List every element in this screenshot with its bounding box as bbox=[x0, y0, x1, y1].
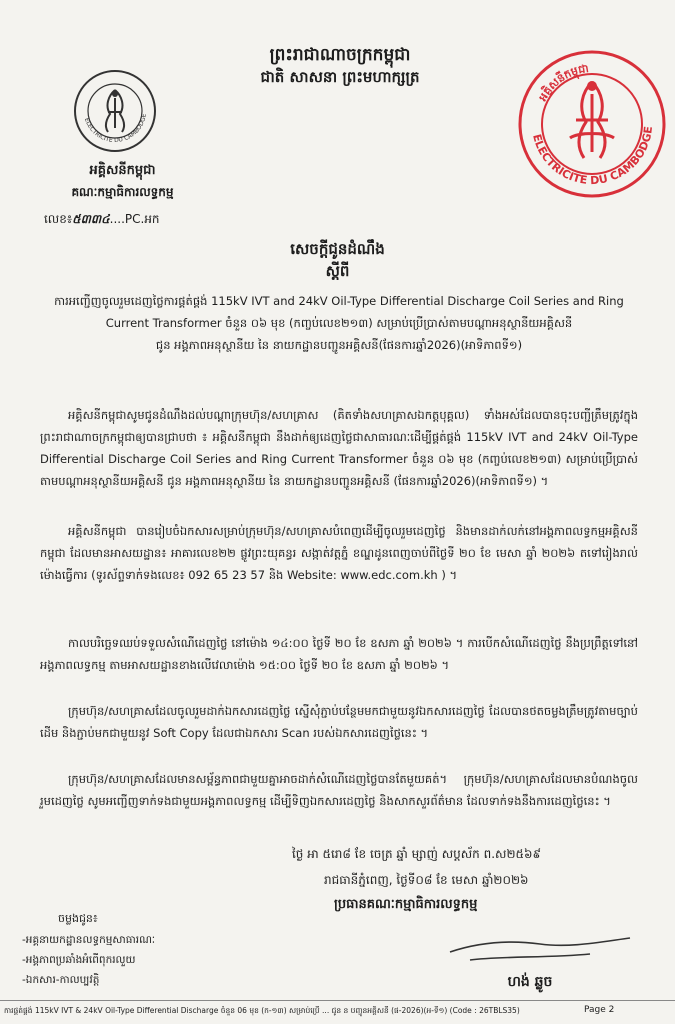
ref-prefix: លេខ៖ bbox=[44, 212, 73, 226]
paragraph-intro: អគ្គិសនីកម្ពុជាសូមជូនដំណឹងដល់បណ្តាក្រុមហ៊ុន/សហគ្រាស (គិតទាំងសហគ្រាសឯកត្តបុគ្គល) ទាំងអស់ដែលបានចុះបញ្ជីត្រឹមត្រូវក្នុងព្រះរាជាណាចក្រកម្ពុជាឲ្យបានជ្រាបថា ៖ អគ្គិសនីកម្ពុជា នឹងដាក់ឲ្យដេញថ្លៃជាសាធារណៈដើម្បីផ្គត់ផ្គង់ 115kV IVT and 24kV Oil-Type Differential Discharge Coil Series and Ring Current Transformer ចំនួន ០៦ មុខ (កញ្ចប់លេខ២១៣) សម្រាប់ប្រើប្រាស់តាមបណ្តាអនុស្ថានីយអគ្គិសនី ជូន អង្គភាពអនុស្ថានីយ នៃ នាយកដ្ឋានបញ្ជូនអគ្គិសនី (ផែនការឆ្នាំ2026)(អាទិភាពទី១) ។ bbox=[40, 408, 638, 488]
committee-name: គណៈកម្មាធិការលទ្ធកម្ម bbox=[71, 185, 174, 199]
paragraph-documents: អគ្គិសនីកម្ពុជា បានរៀបចំឯកសារសម្រាប់ក្រុមហ៊ុន/សហគ្រាសបំពេញដើម្បីចូលរួមដេញថ្លៃ និងមានដាក់លក់នៅអង្គភាពលទ្ធកម្មអគ្គិសនីកម្ពុជា ដែលមានអាសយដ្ឋាន៖ អាគារលេខ២២ ផ្លូវព្រះយុគន្ធរ សង្កាត់វត្តភ្នំ ខណ្ឌដូនពេញចាប់ពីថ្ងៃទី ២០ ខែ មេសា ឆ្នាំ ២០២៦ តទៅរៀងរាល់ម៉ោងធ្វើការ (ទូរស័ព្ទទាក់ទងលេខ៖ 092 65 23 57 និង Website: www.edc.com.kh ) ។ bbox=[40, 524, 638, 582]
notice-subtitle: ស្តីពី bbox=[325, 262, 350, 280]
edc-seal-left-icon bbox=[72, 68, 158, 154]
gregorian-date: រាជធានីភ្នំពេញ, ថ្ងៃទី០៨ ខែ មេសា ឆ្នាំ២០២៦ bbox=[324, 873, 529, 887]
reference-number bbox=[44, 211, 160, 229]
lunar-date: ថ្ងៃ អា ៥រោ៨ ខែ ចេត្រ ឆ្នាំ ម្សាញ់ សប្តស័ក ព.ស២៥៦៩ bbox=[292, 847, 542, 861]
national-motto: ជាតិ សាសនា ព្រះមហាក្សត្រ bbox=[260, 68, 420, 86]
signer-name: ហង់ ឆ្លូច bbox=[507, 974, 553, 990]
kingdom-title: ព្រះរាជាណាចក្រកម្ពុជា bbox=[269, 45, 411, 65]
subject-line: Current Transformer ចំនួន ០៦ មុខ (កញ្ចប់លេខ២១៣) សម្រាប់ប្រើប្រាស់តាមបណ្តាអនុស្ថានីយអគ្គិសនី bbox=[105, 316, 573, 330]
paragraph-deadline: កាលបរិច្ឆេទឈប់ទទួលសំណើដេញថ្លៃ នៅម៉ោង ១៤:០០ ថ្ងៃទី ២០ ខែ ឧសភា ឆ្នាំ ២០២៦ ។ ការបើកសំណើដេញថ្លៃ នឹងប្រព្រឹត្តទៅនៅអង្គភាពលទ្ធកម្ម តាមអាសយដ្ឋានខាងលើវេលាម៉ោង ១៥:០០ ថ្ងៃទី ២០ ខែ ឧសភា ឆ្នាំ ២០២៦ ។ bbox=[40, 636, 638, 672]
ref-number: ៥៣៣៤ bbox=[72, 212, 110, 226]
footer-text: ការផ្គត់ផ្គង់ 115kV IVT & 24kV Oil-Type Differential Discharge ចំនួន 06 មុខ (ក-១៣) សម្រាប់ប្រើ ... ជូន ន បញ្ជូនអគ្គិសនី (ផ-2026)(អ-ទី១) (Code : 26TBLS35) bbox=[4, 1006, 520, 1015]
subject-line: ជូន អង្គភាពអនុស្ថានីយ នៃ នាយកដ្ឋានបញ្ជូនអគ្គិសនី(ផែនការឆ្នាំ2026)(អាទិភាពទី១) bbox=[155, 338, 523, 352]
cc-item: -អង្គភាពប្រឆាំងអំពើពុករលួយ bbox=[22, 954, 136, 966]
right-seal-top-text: អគ្គិសនីកម្ពុជា bbox=[536, 61, 590, 104]
edc-seal-right-icon bbox=[512, 42, 672, 207]
org-name: អគ្គិសនីកម្ពុជា bbox=[89, 163, 156, 178]
page-number: Page 2 bbox=[584, 1005, 615, 1015]
left-seal-text: ELECTRICITE DU CAMBODGE bbox=[83, 113, 148, 145]
paragraph-soft-copy: ក្រុមហ៊ុន/សហគ្រាសដែលចូលរួមដាក់ឯកសារដេញថ្លៃ ស្នើសុំភ្ជាប់បន្ថែមមកជាមួយនូវឯកសារដេញថ្លៃ ដែលបានថតចម្លងត្រឹមត្រូវតាមច្បាប់ដើម និងភ្ជាប់មកជាមួយនូវ Soft Copy ដែលជាឯកសារ Scan របស់ឯកសារដេញថ្លៃនេះ ។ bbox=[40, 704, 638, 740]
paragraph-contact: ក្រុមហ៊ុន/សហគ្រាសដែលមានសម្ព័ន្ធភាពជាមួយគ្នាអាចដាក់សំណើដេញថ្លៃបានតែមួយគត់។ ក្រុមហ៊ុន/សហគ្រាសដែលមានបំណងចូលរួមដេញថ្លៃ សូមអញ្ជើញទាក់ទងជាមួយអង្គភាពលទ្ធកម្ម ដើម្បីទិញឯកសារដេញថ្លៃ និងសាកសួរព័ត៌មាន ដែលទាក់ទងនឹងការដេញថ្លៃនេះ ។ bbox=[40, 772, 638, 808]
ref-suffix: ....PC.អក bbox=[109, 212, 160, 226]
notice-title: សេចក្តីជូនដំណឹង bbox=[290, 240, 385, 258]
subject-line: ការអញ្ជើញចូលរួមដេញថ្លៃការផ្គត់ផ្គង់ 115kV IVT and 24kV Oil-Type Differential Discharge Coil Series and Ring bbox=[54, 294, 624, 308]
cc-title: ចម្លងជូន៖ bbox=[58, 912, 98, 925]
subject-block bbox=[44, 290, 634, 356]
cc-item: -ឯកសារ-កាលប្បវត្តិ bbox=[22, 974, 100, 986]
signer-title: ប្រធានគណៈកម្មាធិការលទ្ធកម្ម bbox=[334, 897, 478, 912]
right-seal-text: ELECTRICITE DU CAMBODGE bbox=[530, 125, 656, 188]
footer-divider bbox=[0, 1000, 675, 1001]
cc-item: -អគ្គនាយកដ្ឋានលទ្ធកម្មសាធារណៈ bbox=[22, 934, 156, 946]
